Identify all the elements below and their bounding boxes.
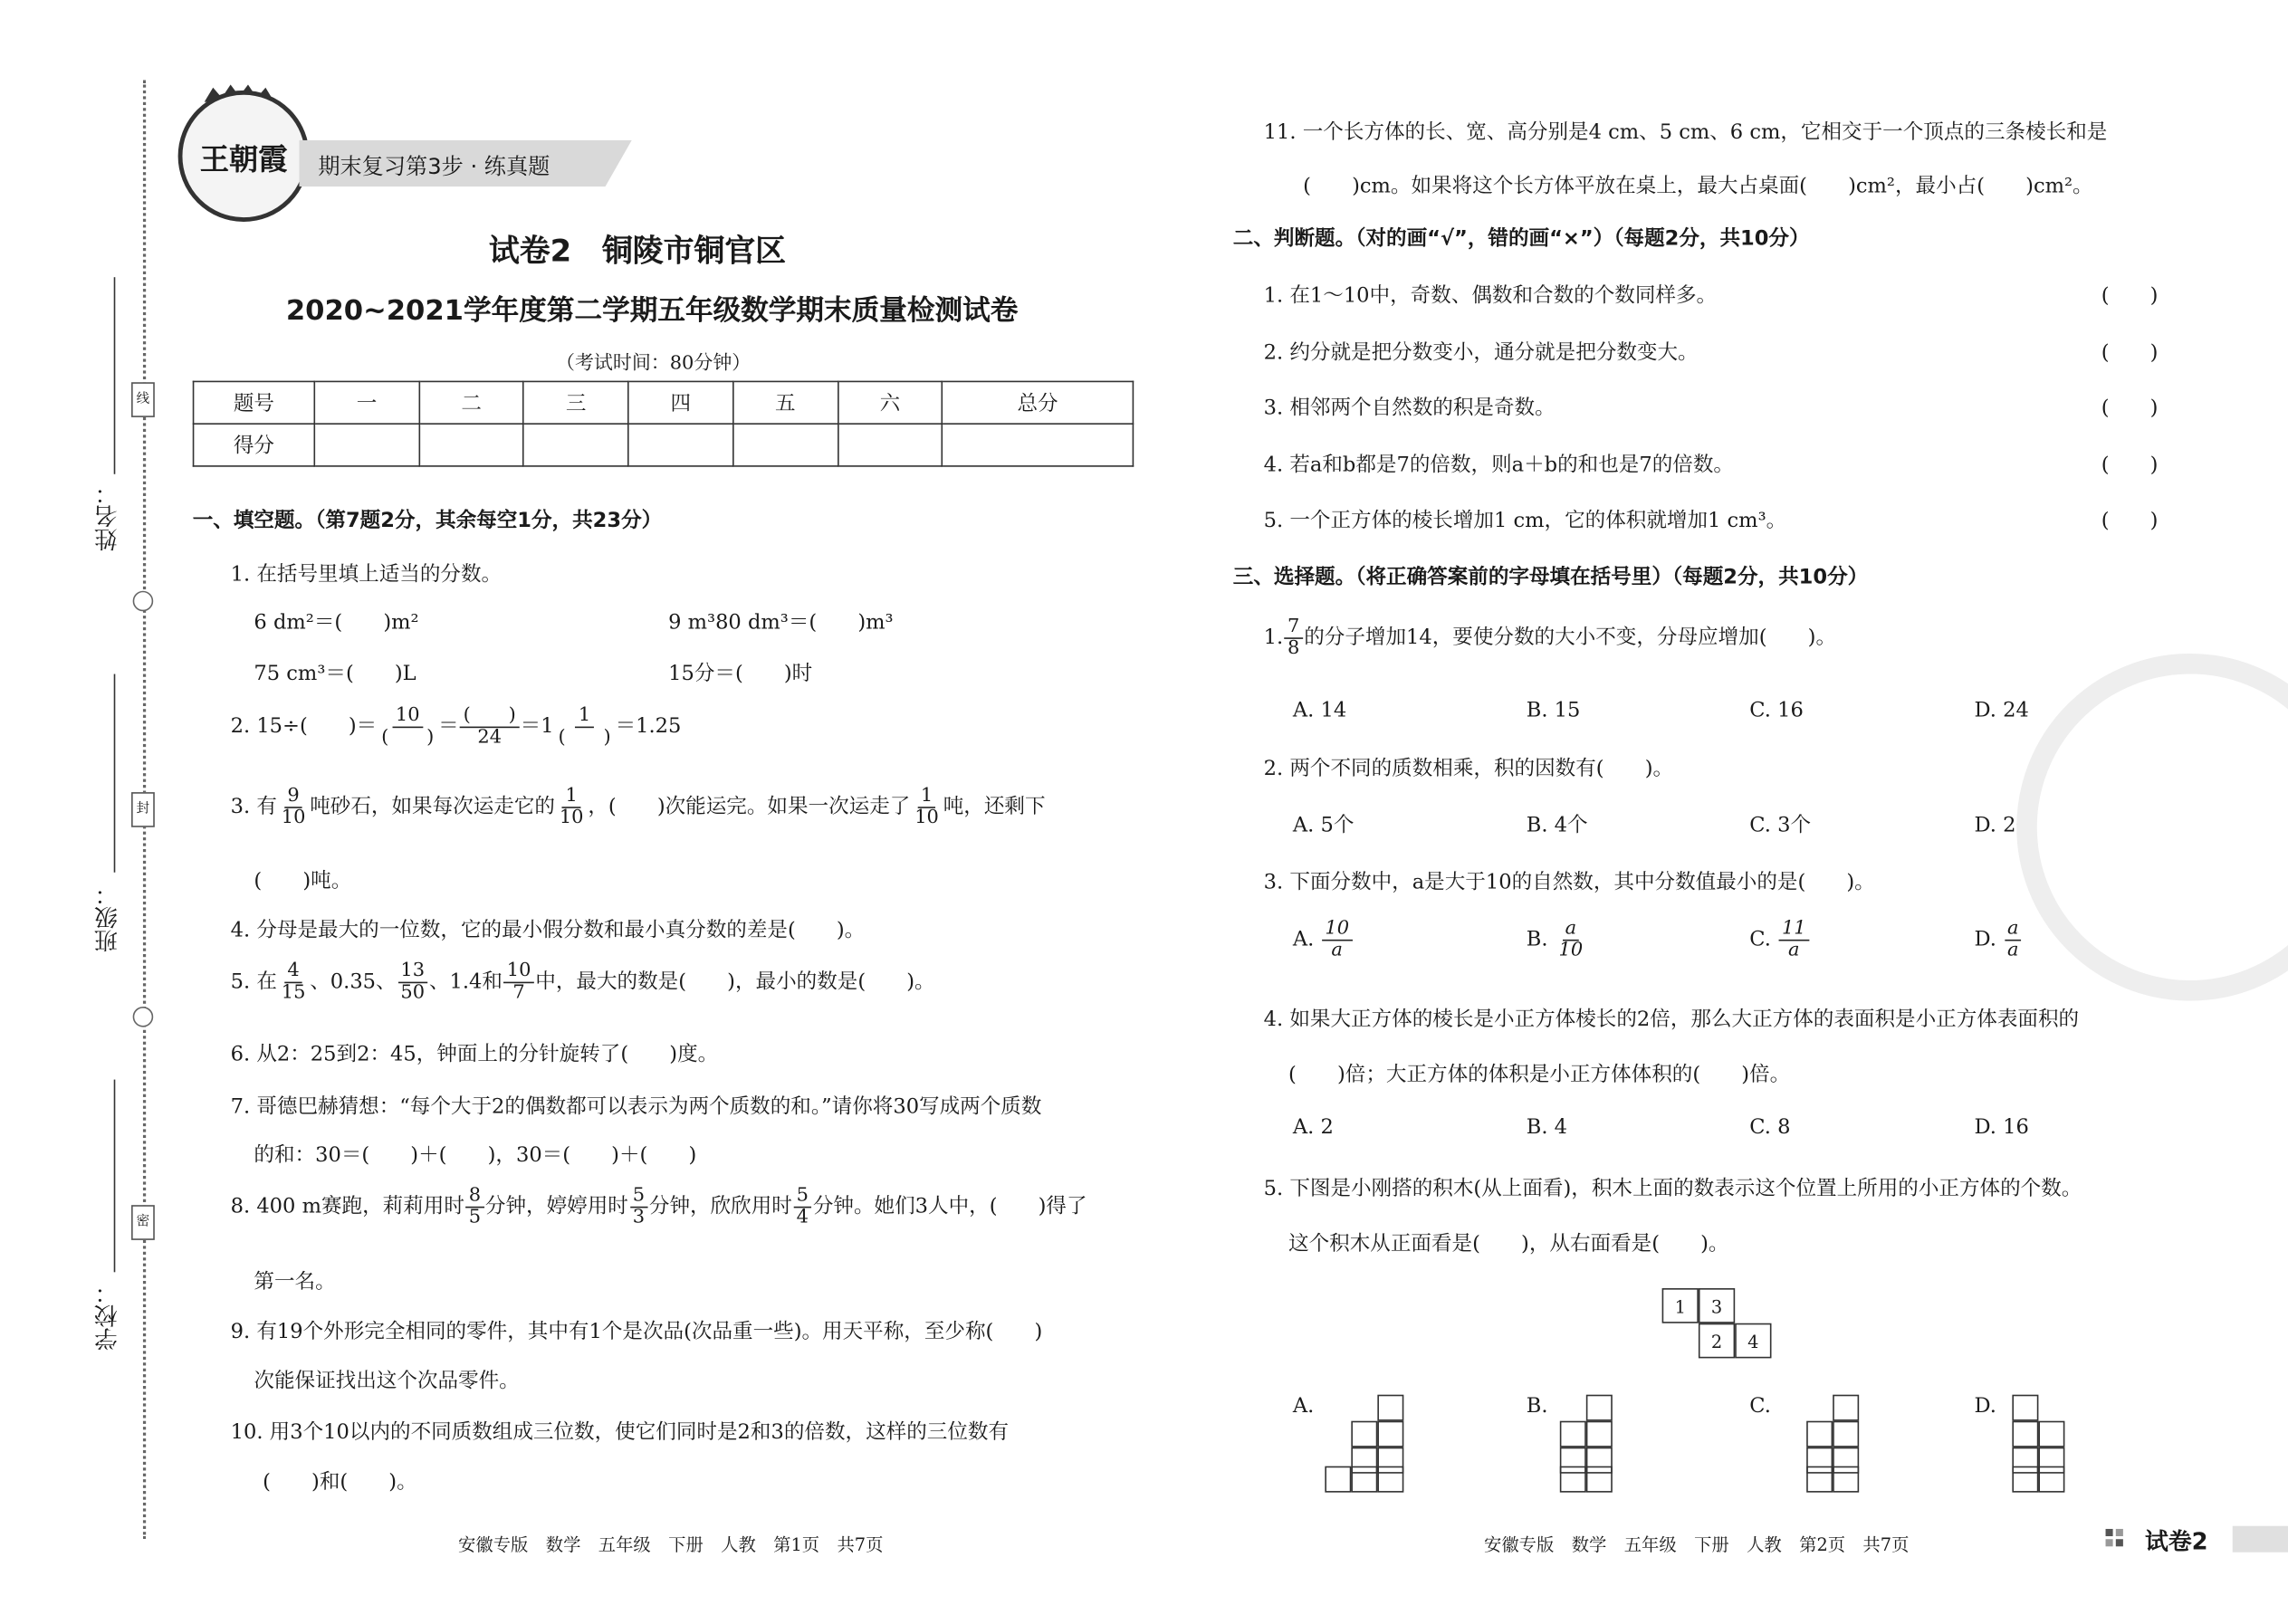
- footer-right: 安徽专版 数学 五年级 下册 人教 第2页 共7页: [1483, 1534, 1910, 1555]
- q9-line2: 次能保证找出这个次品零件。: [254, 1370, 520, 1394]
- name-label: 姓名：: [93, 481, 121, 552]
- q10-line1: 10. 用3个10以内的不同质数组成三位数，使它们同时是2和3的倍数，这样的三位数有: [230, 1420, 1010, 1445]
- view-option-label: A.: [1292, 1394, 1315, 1419]
- tf-answer[interactable]: ( ): [2101, 284, 2159, 309]
- tf-answer[interactable]: ( ): [2101, 454, 2159, 477]
- binding-mark-secret: 密: [131, 1205, 155, 1240]
- choice-q5-line1: 5. 下图是小刚搭的积木(从上面看)，积木上面的数表示这个位置上所用的小正方体的个数。: [1263, 1177, 2082, 1201]
- q1b: 9 m³80 dm³＝( )m³: [668, 611, 894, 635]
- q11-line2: ( )cm。如果将这个长方体平放在桌上，最大占桌面( )cm²，最小占( )cm²。: [1303, 175, 2093, 199]
- score-cell: 总分: [943, 381, 1134, 424]
- class-label: 班级：: [93, 883, 121, 953]
- q8: 8. 400 m赛跑，莉莉用时 $\frac{8}{5}$ 分钟，婷婷用时 $\frac{5}{3}$ 分钟，欣欣用时 $\frac{5}{4}$ 分钟。她们3人中，( )得了: [230, 1184, 1087, 1228]
- q1: 1. 在括号里填上适当的分数。: [230, 563, 503, 587]
- top-view-cell: 1: [1662, 1288, 1699, 1323]
- school-line: [114, 1080, 116, 1273]
- choice-q1-opt: C. 16: [1749, 698, 1804, 722]
- choice-q1-opt: A. 14: [1292, 698, 1347, 722]
- q7-line2: 的和：30＝( )＋( )，30＝( )＋( ): [254, 1143, 697, 1168]
- q9-line1: 9. 有19个外形完全相同的零件，其中有1个是次品(次品重一些)。用天平称，至少称( ): [230, 1320, 1043, 1344]
- score-input[interactable]: [419, 424, 524, 466]
- score-cell: 二: [419, 381, 524, 424]
- binding-mark-line: 线: [131, 382, 155, 417]
- top-view-cell: 4: [1735, 1323, 1771, 1359]
- choice-q3-opt: B. $\frac{a}{10}$: [1526, 917, 1584, 961]
- binding-hole-icon: [133, 591, 154, 612]
- view-option-label: D.: [1974, 1394, 1996, 1419]
- section-true-false: 二、判断题。（对的画“√”，错的画“×”）（每题2分，共10分）: [1232, 227, 1810, 252]
- banner-text: 期末复习第3步 · 练真题: [318, 153, 550, 180]
- exam-subtitle: 2020~2021学年度第二学期五年级数学期末质量检测试卷: [285, 294, 1019, 327]
- choice-q3-opt: A. $\frac{10}{a}$: [1293, 919, 1354, 960]
- tf-q2: 2. 约分就是把分数变小，通分就是把分数变大。: [1263, 341, 1699, 365]
- top-view-cell: 2: [1699, 1323, 1735, 1359]
- score-cell: 一: [314, 381, 419, 424]
- binding-hole-icon: [133, 1007, 154, 1027]
- tf-q4: 4. 若a和b都是7的倍数，则a＋b的和也是7的倍数。: [1263, 454, 1734, 477]
- choice-q2-opt: B. 4个: [1526, 814, 1588, 838]
- choice-q2: 2. 两个不同的质数相乘，积的因数有( )。: [1263, 757, 1674, 781]
- score-input[interactable]: [733, 424, 838, 466]
- section-fill-blank: 一、填空题。（第7题2分，其余每空1分，共23分）: [192, 509, 663, 533]
- score-cell: 六: [838, 381, 943, 424]
- choice-q3-opt: C. $\frac{11}{a}$: [1749, 919, 1810, 960]
- q2: 2. 15÷( )＝ 10 ( ) ＝ ( ) 24 ＝1 1 ( ) ＝1.25: [230, 704, 682, 749]
- tf-answer[interactable]: ( ): [2101, 509, 2159, 533]
- q4: 4. 分母是最大的一位数，它的最小假分数和最小真分数的差是( )。: [230, 919, 866, 943]
- q7-line1: 7. 哥德巴赫猜想：“每个大于2的偶数都可以表示为两个质数的和。”请你将30写成两个质数: [230, 1095, 1042, 1120]
- binding-mark-seal: 封: [131, 792, 155, 827]
- exam-time: （考试时间：80分钟）: [556, 353, 751, 376]
- tf-answer[interactable]: ( ): [2101, 341, 2159, 365]
- view-option-label: C.: [1749, 1394, 1771, 1419]
- choice-q1-opt: D. 24: [1974, 698, 2029, 722]
- top-view-cell: 3: [1699, 1288, 1735, 1323]
- choice-q4-opt: D. 16: [1974, 1115, 2029, 1140]
- tf-q5: 5. 一个正方体的棱长增加1 cm，它的体积就增加1 cm³。: [1263, 509, 1787, 533]
- choice-q2-opt: D. 2个: [1974, 814, 2037, 838]
- tf-answer[interactable]: ( ): [2101, 396, 2159, 421]
- corner-tag-bar: [2233, 1526, 2288, 1552]
- q11-line1: 11. 一个长方体的长、宽、高分别是4 cm、5 cm、6 cm，它相交于一个顶点的三条棱长和是: [1263, 120, 2108, 145]
- score-header-row: [194, 381, 1134, 424]
- q8-line2: 第一名。: [254, 1270, 336, 1294]
- q1c: 75 cm³＝( )L: [254, 662, 416, 686]
- score-input[interactable]: [314, 424, 419, 466]
- choice-q2-opt: C. 3个: [1749, 814, 1812, 838]
- logo-text: 王朝霞: [199, 140, 288, 177]
- view-option-label: B.: [1526, 1394, 1548, 1419]
- score-table: [193, 381, 1134, 467]
- q1a: 6 dm²＝( )m²: [254, 611, 419, 635]
- tf-q3: 3. 相邻两个自然数的积是奇数。: [1263, 396, 1556, 421]
- exam-title: 试卷2 铜陵市铜官区: [488, 233, 787, 269]
- corner-tag-text: 试卷2: [2145, 1527, 2208, 1555]
- choice-q2-opt: A. 5个: [1292, 814, 1355, 838]
- school-label: 学校：: [93, 1280, 121, 1352]
- q6: 6. 从2：25到2：45，钟面上的分针旋转了( )度。: [230, 1043, 719, 1067]
- score-cell: 四: [628, 381, 733, 424]
- q10-line2: ( )和( )。: [263, 1470, 417, 1495]
- choice-q4-opt: B. 4: [1526, 1115, 1568, 1140]
- score-cell: 五: [733, 381, 838, 424]
- score-input[interactable]: [628, 424, 733, 466]
- score-value-row: [194, 424, 1134, 466]
- score-input[interactable]: [523, 424, 628, 466]
- choice-q4-opt: A. 2: [1292, 1115, 1334, 1140]
- choice-q5-line2: 这个积木从正面看是( )，从右面看是( )。: [1288, 1232, 1729, 1256]
- q5: 5. 在 $\frac{4}{15}$ 、0.35、 $\frac{13}{50}$ 、1.4和 $\frac{10}{7}$ 中，最大的数是( )，最小的数是( )。: [230, 960, 935, 1004]
- score-cell: 题号: [194, 381, 315, 424]
- choice-q3: 3. 下面分数中，a是大于10的自然数，其中分数值最小的是( )。: [1263, 871, 1875, 894]
- score-input[interactable]: [943, 424, 1134, 466]
- q3: 3. 有 $\frac{9}{10}$ 吨砂石，如果每次运走它的 $\frac{1}{10}$ ，( )次能运完。如果一次运走了 $\frac{1}{10}$ 吨，还剩下: [230, 785, 1046, 828]
- choice-q4-line1: 4. 如果大正方体的棱长是小正方体棱长的2倍，那么大正方体的表面积是小正方体表面积的: [1263, 1008, 2080, 1032]
- tf-q1: 1. 在1～10中，奇数、偶数和合数的个数同样多。: [1263, 284, 1718, 309]
- footer-left: 安徽专版 数学 五年级 下册 人教 第1页 共7页: [458, 1534, 884, 1555]
- brand-logo: [178, 91, 310, 222]
- choice-q3-opt: D. $\frac{a}{a}$: [1974, 919, 2023, 960]
- name-line: [114, 277, 116, 474]
- class-line: [114, 674, 116, 873]
- choice-q1-opt: B. 15: [1526, 698, 1581, 722]
- q3-line2: ( )吨。: [254, 869, 352, 893]
- choice-q4-opt: C. 8: [1749, 1115, 1791, 1140]
- score-input[interactable]: [838, 424, 943, 466]
- choice-q1: 1. $\frac{7}{8}$ 的分子增加14，要使分数的大小不变，分母应增加( )。: [1263, 616, 1837, 659]
- watermark-stamp: [2016, 654, 2288, 1001]
- score-cell: 三: [523, 381, 628, 424]
- q1d: 15分＝( )时: [668, 662, 813, 686]
- choice-q4-line2: ( )倍；大正方体的体积是小正方体体积的( )倍。: [1288, 1063, 1791, 1087]
- score-cell: 得分: [194, 424, 315, 466]
- section-choice: 三、选择题。（将正确答案前的字母填在括号里）（每题2分，共10分）: [1232, 566, 1869, 590]
